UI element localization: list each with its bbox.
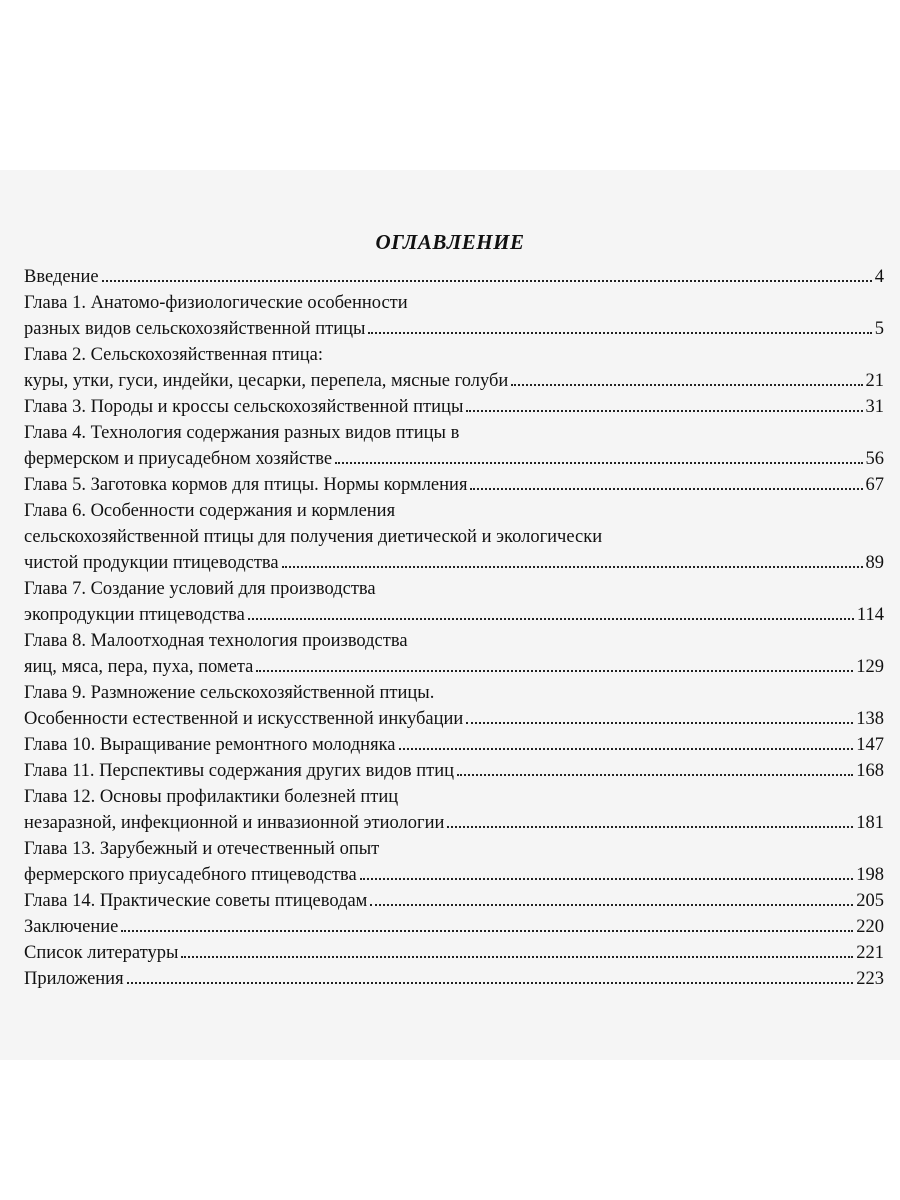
- toc-line: [24, 262, 884, 288]
- page-number: 205: [856, 891, 884, 911]
- toc-entry-text: Глава 10. Выращивание ремонтного молодняка: [24, 735, 396, 755]
- toc-entry: [24, 340, 884, 392]
- dot-leader: [370, 903, 853, 906]
- toc-entry-text: Приложения: [24, 969, 124, 989]
- dot-leader: [181, 955, 853, 958]
- toc-line: [24, 366, 884, 392]
- dot-leader: [121, 929, 853, 932]
- toc-entry-text: Глава 6. Особенности содержания и кормления: [24, 501, 396, 521]
- toc-entry: [24, 496, 884, 574]
- page-number: 198: [856, 865, 884, 885]
- toc-entry-text: Заключение: [24, 917, 119, 937]
- dot-leader: [127, 981, 854, 984]
- toc-line: [24, 938, 884, 964]
- toc-entry: [24, 912, 884, 938]
- toc-line: [24, 522, 884, 548]
- toc-line: [24, 444, 884, 470]
- toc-entry: [24, 834, 884, 886]
- toc-line: [24, 704, 884, 730]
- toc-line: [24, 470, 884, 496]
- toc-entry-text: Глава 9. Размножение сельскохозяйственной птицы.: [24, 683, 435, 703]
- dot-leader: [335, 461, 862, 464]
- toc-line: [24, 808, 884, 834]
- toc-line: [24, 548, 884, 574]
- toc-line: [24, 496, 884, 522]
- toc-entry: [24, 886, 884, 912]
- toc-entry-text: Глава 2. Сельскохозяйственная птица:: [24, 345, 323, 365]
- page-number: 31: [865, 397, 884, 417]
- toc-line: [24, 652, 884, 678]
- page-number: 5: [874, 319, 884, 339]
- dot-leader: [447, 825, 853, 828]
- toc-entry-text: незаразной, инфекционной и инвазионной этиологии: [24, 813, 445, 833]
- toc-entry-text: Глава 13. Зарубежный и отечественный опыт: [24, 839, 380, 859]
- toc-line: [24, 626, 884, 652]
- page-number: 114: [856, 605, 884, 625]
- dot-leader: [368, 331, 871, 334]
- toc-entry: [24, 288, 884, 340]
- toc-entry-text: Глава 3. Породы и кроссы сельскохозяйственной птицы: [24, 397, 464, 417]
- toc-entry-text: чистой продукции птицеводства: [24, 553, 279, 573]
- toc-entry: [24, 730, 884, 756]
- page-number: 21: [865, 371, 884, 391]
- toc-entry-text: сельскохозяйственной птицы для получения диетической и экологически: [24, 527, 603, 547]
- page-number: 4: [874, 267, 884, 287]
- toc-entry-text: Глава 12. Основы профилактики болезней птиц: [24, 787, 399, 807]
- dot-leader: [360, 877, 854, 880]
- toc-entry-text: Глава 4. Технология содержания разных видов птицы в: [24, 423, 460, 443]
- toc-line: [24, 392, 884, 418]
- dot-leader: [399, 747, 854, 750]
- page-number: 168: [856, 761, 884, 781]
- toc-entry: [24, 782, 884, 834]
- toc-entry: [24, 678, 884, 730]
- page-number: 129: [856, 657, 884, 677]
- toc-entry-text: Глава 7. Создание условий для производства: [24, 579, 376, 599]
- page-number: 147: [856, 735, 884, 755]
- page-number: 181: [856, 813, 884, 833]
- page-number: 223: [856, 969, 884, 989]
- toc-entry: [24, 392, 884, 418]
- toc-entry-text: Список литературы: [24, 943, 179, 963]
- dot-leader: [457, 773, 853, 776]
- toc-entry-text: Введение: [24, 267, 99, 287]
- toc-line: [24, 964, 884, 990]
- dot-leader: [282, 565, 863, 568]
- toc-entry-text: Глава 8. Малоотходная технология производства: [24, 631, 408, 651]
- dot-leader: [466, 721, 853, 724]
- toc-line: [24, 860, 884, 886]
- toc-line: [24, 574, 884, 600]
- toc-line: [24, 756, 884, 782]
- toc-entry: [24, 964, 884, 990]
- toc-entry: [24, 626, 884, 678]
- toc-line: [24, 886, 884, 912]
- page-number: 56: [865, 449, 884, 469]
- toc-entry-text: Глава 14. Практические советы птицеводам: [24, 891, 368, 911]
- toc-line: [24, 782, 884, 808]
- toc-line: [24, 912, 884, 938]
- dot-leader: [470, 487, 862, 490]
- dot-leader: [466, 409, 862, 412]
- toc-entry: [24, 418, 884, 470]
- toc-entry: [24, 574, 884, 626]
- toc-line: [24, 340, 884, 366]
- dot-leader: [248, 617, 854, 620]
- page-number: 67: [865, 475, 884, 495]
- table-of-contents: [24, 262, 884, 990]
- toc-entry: [24, 470, 884, 496]
- page-number: 221: [856, 943, 884, 963]
- toc-entry-text: яиц, мяса, пера, пуха, помета: [24, 657, 254, 677]
- page-number: 138: [856, 709, 884, 729]
- toc-entry-text: Глава 11. Перспективы содержания других видов птиц: [24, 761, 455, 781]
- dot-leader: [102, 279, 872, 282]
- toc-line: [24, 600, 884, 626]
- toc-entry: [24, 938, 884, 964]
- toc-entry-text: разных видов сельскохозяйственной птицы: [24, 319, 366, 339]
- toc-line: [24, 418, 884, 444]
- toc-entry-text: фермерском и приусадебном хозяйстве: [24, 449, 333, 469]
- toc-entry-text: Особенности естественной и искусственной инкубации: [24, 709, 464, 729]
- toc-line: [24, 678, 884, 704]
- page-number: 220: [856, 917, 884, 937]
- toc-entry: [24, 262, 884, 288]
- toc-line: [24, 288, 884, 314]
- toc-entry: [24, 756, 884, 782]
- toc-line: [24, 834, 884, 860]
- toc-entry-text: куры, утки, гуси, индейки, цесарки, перепела, мясные голуби: [24, 371, 509, 391]
- toc-line: [24, 314, 884, 340]
- toc-title: ОГЛАВЛЕНИЕ: [375, 230, 525, 254]
- dot-leader: [511, 383, 862, 386]
- toc-entry-text: Глава 1. Анатомо-физиологические особенности: [24, 293, 408, 313]
- dot-leader: [256, 669, 853, 672]
- toc-entry-text: Глава 5. Заготовка кормов для птицы. Нормы кормления: [24, 475, 468, 495]
- page-number: 89: [865, 553, 884, 573]
- toc-line: [24, 730, 884, 756]
- toc-entry-text: экопродукции птицеводства: [24, 605, 245, 625]
- toc-entry-text: фермерского приусадебного птицеводства: [24, 865, 357, 885]
